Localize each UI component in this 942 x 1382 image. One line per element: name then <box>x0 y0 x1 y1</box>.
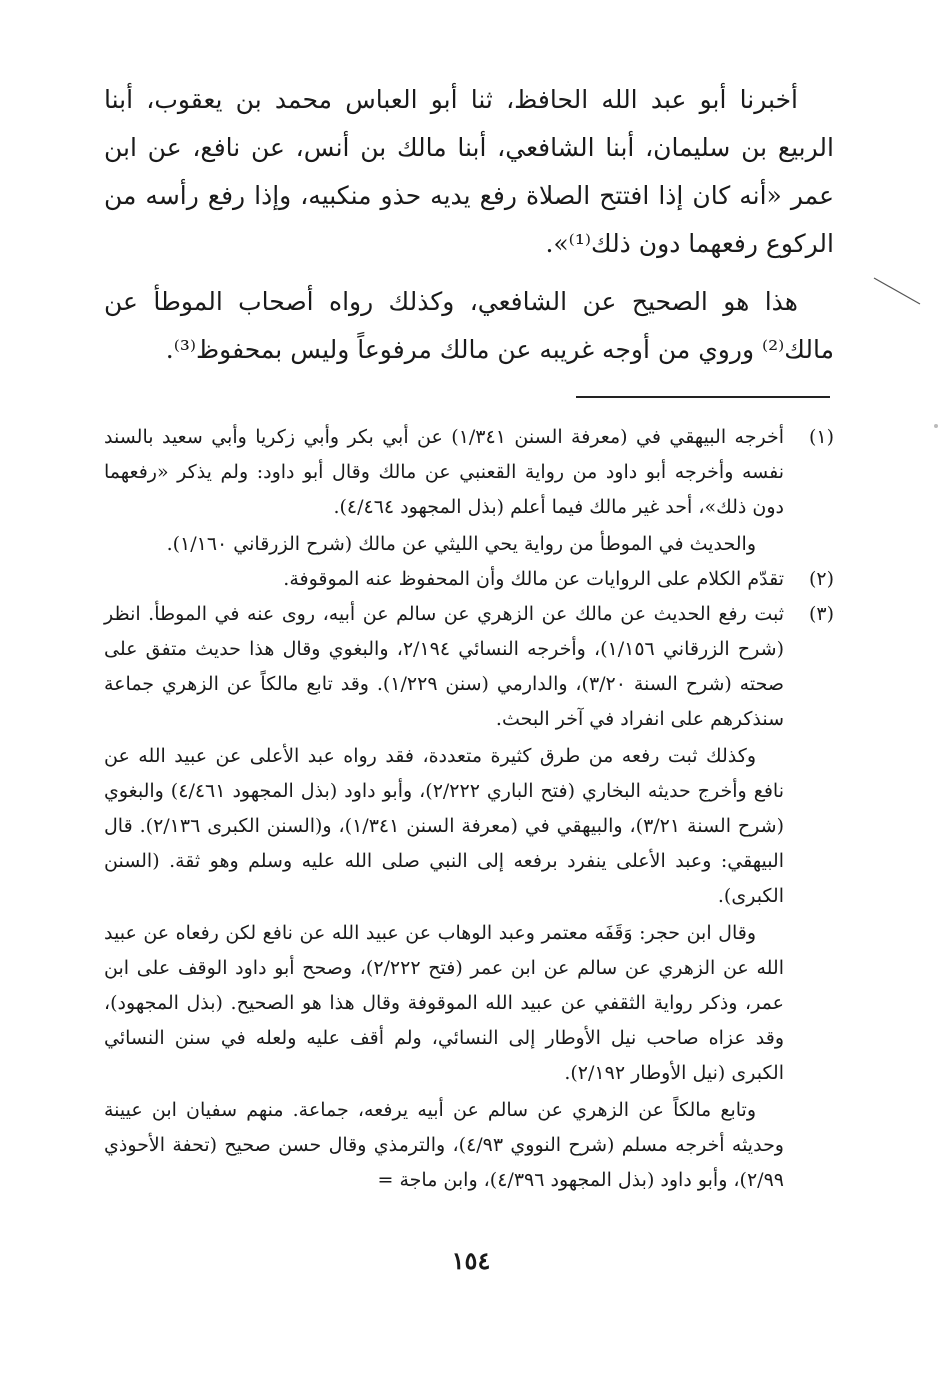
footnote-paragraph: وقال ابن حجر: وَقَفَه معتمر وعبد الوهاب عن عبيد الله عن نافع لكن رفعاه عن عبيد الله عن الزهري عن سالم عن ابن عمر (فتح ٢/٢٢٢)، وصحح أبو داود الوقف على ابن عمر، وذكر رواية الثقفي عن عبيد الله الموقوفة وقال هذا هو الصحيح. (بذل المجهود)، وقد عزاه صاحب نيل الأوطار إلى النسائي، ولم أقف عليه ولعله في سنن النسائي الكبرى (نيل الأوطار ٢/١٩٢). <box>104 922 784 1084</box>
footnote-paragraph: والحديث في الموطأ من رواية يحي الليثي عن مالك (شرح الزرقاني ١/١٦٠). <box>166 533 756 555</box>
main-paragraph: هذا هو الصحيح عن الشافعي، وكذلك رواه أصحاب الموطأ عن مالك⁽²⁾ وروي من أوجه غريبه عن مالك مرفوعاً وليس بمحفوظ⁽³⁾. <box>104 287 834 364</box>
page-number: ١٥٤ <box>451 1246 491 1275</box>
footnote-1 <box>104 420 834 562</box>
footnotes <box>104 420 834 1198</box>
footnote-paragraph: وكذلك ثبت رفعه من طرق كثيرة متعددة، فقد رواه عبد الأعلى عن عبيد الله عن نافع وأخرج حديثه البخاري (فتح الباري ٢/٢٢٢)، وأبو داود (بذل المجهود ٤/٤٦١) والبغوي (شرح السنة ٣/٢١)، والبيهقي في (معرفة السنن ١/٣٤١)، و(السنن الكبرى ٢/١٣٦). قال البيهقي: وعبد الأعلى ينفرد برفعه إلى النبي صلى الله عليه وسلم وهو ثقة. (السنن الكبرى). <box>104 745 784 907</box>
footnote-2 <box>104 562 834 597</box>
footnote-number: (٣) <box>808 603 834 625</box>
footnote-paragraph: وتابع مالكاً عن الزهري عن سالم عن أبيه يرفعه، جماعة. منهم سفيان ابن عيينة وحديثه أخرجه مسلم (شرح النووي ٤/٩٣)، والترمذي وقال حسن صحيح (تحفة الأحوذي ٢/٩٩)، وأبو داود (بذل المجهود ٤/٣٩٦)، وابن ماجة = <box>104 1099 784 1191</box>
footnote-number: (٢) <box>808 568 834 590</box>
footnote-body <box>104 597 784 1198</box>
margin-stroke-mark <box>872 276 922 306</box>
main-text <box>104 76 834 374</box>
footnote-number: (١) <box>808 426 834 448</box>
footnote-divider <box>576 396 830 398</box>
main-paragraph: أخبرنا أبو عبد الله الحافظ، ثنا أبو العباس محمد بن يعقوب، أبنا الربيع بن سليمان، أبنا الشافعي، أبنا مالك بن أنس، عن نافع، عن ابن عمر «أنه كان إذا افتتح الصلاة رفع يديه حذو منكبيه، وإذا رفع رأسه من الركوع رفعهما دون ذلك⁽¹⁾». <box>104 85 834 258</box>
footnote-3 <box>104 597 834 1198</box>
margin-dot-mark <box>934 424 938 428</box>
footnote-body <box>104 562 784 597</box>
footnote-paragraph: ثبت رفع الحديث عن مالك عن الزهري عن سالم عن أبيه، روى عنه في الموطأ. انظر (شرح الزرقاني ١/١٥٦)، وأخرجه النسائي ٢/١٩٤، والبغوي وقال هذا حديث متفق على صحته (شرح السنة ٣/٢٠)، والدارمي (سنن ١/٢٢٩). وقد تابع مالكاً عن الزهري جماعة سنذكرهم على انفراد في آخر البحث. <box>104 603 784 730</box>
footnote-paragraph: تقدّم الكلام على الروايات عن مالك وأن المحفوظ عنه الموقوفة. <box>283 568 784 590</box>
footnote-body <box>104 420 784 562</box>
footnote-paragraph: أخرجه البيهقي في (معرفة السنن ١/٣٤١) عن أبي بكر وأبي زكريا وأبي سعيد بالسند نفسه وأخرجه أبو داود من رواية القعنبي عن مالك وقال أبو داود: ولم يذكر «رفعهما دون ذلك»، أحد غير مالك فيما أعلم (بذل المجهود ٤/٤٦٤). <box>104 426 784 518</box>
